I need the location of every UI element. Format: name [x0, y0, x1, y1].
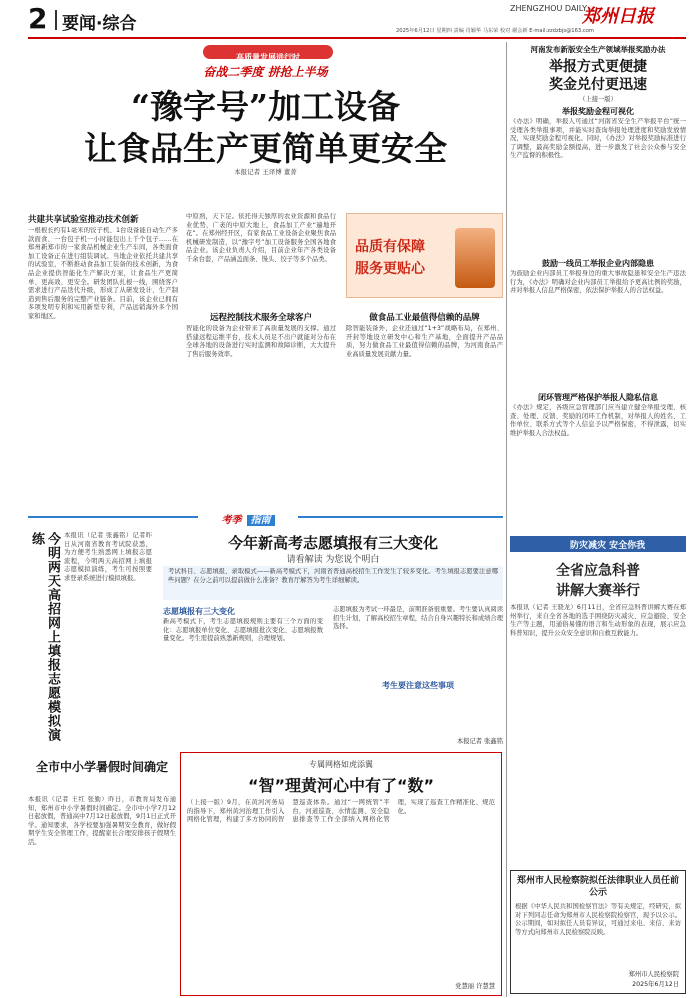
exam-section [28, 508, 503, 748]
right-sub-2: 鼓励一线员工举报企业内部隐患 [542, 259, 654, 268]
section-banner [510, 536, 686, 552]
remote-text: 智能化的设备为企业带来了高质量发展的支撑。通过搭建远程运维平台，技术人员足不出户就能对分布在全球各地的设备进行实时监测和故障诊断，大大提升了售后服务效率。 [186, 325, 336, 358]
exam-byline: 本报记者 张鑫铭 [456, 738, 503, 745]
ribbon-text: 高质量发展进行时 [236, 53, 300, 62]
exam-lead: 考试科目、志愿填报、录取模式——新高考模式下，河南省普通高校招生工作发生了较多变化。考生填报志愿要注意哪些问题？在分之前可以提前做什么准备？教育厅解答为考生详细解读。 [168, 568, 498, 584]
exam-banner-left: 考季 [221, 515, 242, 526]
section-banner-text: 防灾减灾 安全你我 [570, 541, 646, 551]
brand-text: 除智能装备外，企业还通过“1+3”战略布局，在郑州、开封等地设立研发中心和生产基地，全面提升产品品质，努力做食品工业最值得信赖的品牌，为河南食品产业高质量发展贡献力量。 [346, 325, 503, 358]
summer-title: 全市中小学暑假时间确定 [35, 760, 168, 774]
exam-vertical-title: 今明两天高招网上填报志愿模拟演练 [29, 532, 60, 742]
right-big-head-1: 举报方式更便捷 [549, 59, 647, 75]
exam-banner-right: 指南 [247, 515, 275, 526]
sub-heading-brand: 做食品工业最值得信赖的品牌 [369, 313, 480, 323]
info-line: 2025年6月12日 星期四 责编 肖颖华 马东荣 校对 谢会新 E-mail:zzdzbjs@163.com [396, 28, 594, 34]
column-1-heading: 共建共享试验室推动技术创新 [28, 215, 139, 225]
headline-line-1: “豫字号”加工设备 [131, 87, 400, 126]
exam-banner [198, 508, 298, 526]
yellow-river-byline: 党慧丽 许慧慧 [455, 983, 495, 990]
summer-text: 本报讯（记者 王红 张勤）昨日，市教育局发布通知，郑州市中小学暑假时间确定。全市中小学7月12日起放假，普通高中7月12日起放假，9月1日正式开学。通知要求，各学校要加强暑期安全教育，做好假期学生安全管理工作，提醒家长合理安排孩子假期生活。 [28, 796, 176, 846]
masthead-rule [28, 37, 686, 39]
ad-line-2: 服务更贴心 [355, 261, 425, 277]
notice-box [510, 870, 686, 994]
ad-product-image [455, 228, 495, 288]
lead-story [28, 43, 503, 503]
right-sub-1: 举报奖励金程可视化 [562, 107, 634, 116]
notice-date: 2025年6月12日 [632, 981, 679, 988]
column-1-text: 一根根长约有1毫米的饺子机、1台设备能自动生产多款面食、一台包子机一小时能包出上千个包子……在郑州新郑市的一家食品机械企业生产车间，各类面食加工设备正在进行组装调试。当地企业依托共建共享的试验室，不断推动食品加工装备的技术创新，为食品企业提供智能化生产解决方案，让食品生产更简单、更高效、更安全。研发团队扎根一线，围绕客户需求进行产品迭代升级，形成了从研发设计、生产制造到售后服务的完整产业链条。目前，该企业已拥有多项发明专利和实用新型专利，产品远销海外多个国家和地区。 [28, 227, 178, 320]
right-sub-3: 闭环管理严格保护举报人隐私信息 [538, 393, 658, 402]
kicker: 奋战二季度 拼抢上半场 [203, 65, 328, 79]
exam-title: 今年新高考志愿填报有三大变化 [227, 534, 438, 552]
right-text-2: 为鼓励企业内部员工举报身边的重大事故隐患和安全生产违法行为，《办法》明确对企业内部员工举报给予更高比例的奖励，并对举报人信息严格保密，依法保护举报人的合法权益。 [510, 270, 686, 295]
notice-title: 郑州市人民检察院拟任法律职业人员任前公示 [516, 876, 679, 898]
right-text-3: 《办法》规定，各级应急管理部门应当建立健全举报受理、核查、处理、反馈、奖励的闭环工作机制，对举报人的姓名、工作单位、联系方式等个人信息予以严格保密，不得泄露，切实维护举报人合法权益。 [510, 404, 686, 437]
column-divider [506, 42, 507, 997]
exam-text-2: 志愿填报为考试一环最是，前期准备很重要。考生要认真阅读招生计划，了解高校招生章程，结合自身兴趣特长和成绩合理选择。 [333, 606, 503, 631]
exam-vertical-text: 本报讯（记者 张鑫铭）记者昨日从河南省教育考试院获悉，为方便考生熟悉网上填报志愿流程，今明两天高招网上填报志愿模拟演练，考生可按照要求登录系统进行模拟填报。 [64, 532, 152, 582]
column-2-text: 中原熟，天下足。依托得天独厚的农业资源和食品行业优势，广袤的中原大地上，食品加工产业“遍地开花”。在郑州经开区，有家食品工业设备企业聚焦食品机械研发制造，以“豫字号”加工设备服务全国各地食品企业。该企业负责人介绍，目前企业年产各类设备千余台套，产品涵盖面条、馒头、饺子等多个品类。 [186, 213, 336, 263]
sub-heading-remote: 远程控制技术服务全球客户 [209, 313, 312, 323]
masthead [0, 0, 690, 40]
section-name: 要闻·综合 [62, 14, 137, 34]
byline: 本报记者 王译博 董菁 [234, 168, 297, 176]
ad-block [346, 213, 503, 298]
right-head2-line-2: 讲解大赛举行 [556, 583, 640, 599]
notice-signature: 郑州市人民检察院 [628, 971, 679, 978]
right-small-head: 河南发布新版安全生产领域举报奖励办法 [530, 45, 666, 54]
yellow-river-tag: 专属网格如虎添翼 [309, 760, 373, 769]
notice-text: 根据《中华人民共和国检察官法》等有关规定，经研究，拟对下列同志任命为郑州市人民检察院检察官，现予以公示。公示期间，如对拟任人员有异议，可通过来电、来信、来访等方式向郑州市人民检察院反映。 [515, 903, 681, 936]
masthead-divider [55, 10, 57, 30]
paper-logo: 郑州日报 [582, 6, 654, 27]
right-column [510, 42, 686, 997]
right-big-head-2: 奖金兑付更迅速 [549, 77, 647, 93]
exam-heading-1: 志愿填报有三大变化 [163, 607, 235, 616]
yellow-river-title: “智”理黄河心中有了“数” [247, 776, 435, 795]
page-number: 2 [28, 2, 48, 35]
exam-heading-2: 考生要注意这些事项 [382, 681, 454, 690]
yellow-river-text: （上接一版）9月，在黄河河务局的指导下，郑州黄河治理工作引入网格化管理，构建了多方协同的智慧巡查体系。通过“一网统管”平台，河道巡查、水情监测、安全隐患排查等工作全部纳入网格化管理，实现了巡查工作精准化、规范化。 [187, 799, 495, 824]
right-text-1: 《办法》明确，举报人可通过“河南省安全生产举报平台”统一受理各类举报事项，并能实时查询举报处理进度和奖励发放情况，实现奖励金程可视化。同时，《办法》对举报奖励标准进行了调整，最高奖励金额提高，进一步激发了社会公众参与安全生产监督的积极性。 [510, 118, 686, 160]
yellow-river-box [180, 752, 502, 996]
paper-english-name: ZHENGZHOU DAILY [510, 4, 588, 13]
right-byline: （上接一版） [579, 96, 617, 103]
ad-line-1: 品质有保障 [355, 239, 425, 255]
ribbon-badge [203, 45, 333, 62]
right-head2-line-1: 全省应急科普 [556, 563, 640, 579]
exam-text-1: 新高考模式下，考生志愿填报规则主要有三个方面的变化：志愿填报单位变化、志愿填报批次变化、志愿填报数量变化。考生需提前熟悉新规则，合理规划。 [163, 618, 323, 643]
exam-subtitle: 请看解读 为您说个明白 [286, 555, 380, 565]
right-text-4: 本报讯（记者 王骁龙）6月11日，全省应急科普讲解大赛在郑州举行，来自全省各地的选手围绕防灾减灾、应急避险、安全生产等主题，用通俗易懂的语言和生动形象的表现，展示应急科普知识，提升公众安全意识和自救互救能力。 [510, 604, 686, 637]
headline-line-2: 让食品生产更简单更安全 [84, 129, 447, 168]
summer-news [28, 758, 176, 996]
